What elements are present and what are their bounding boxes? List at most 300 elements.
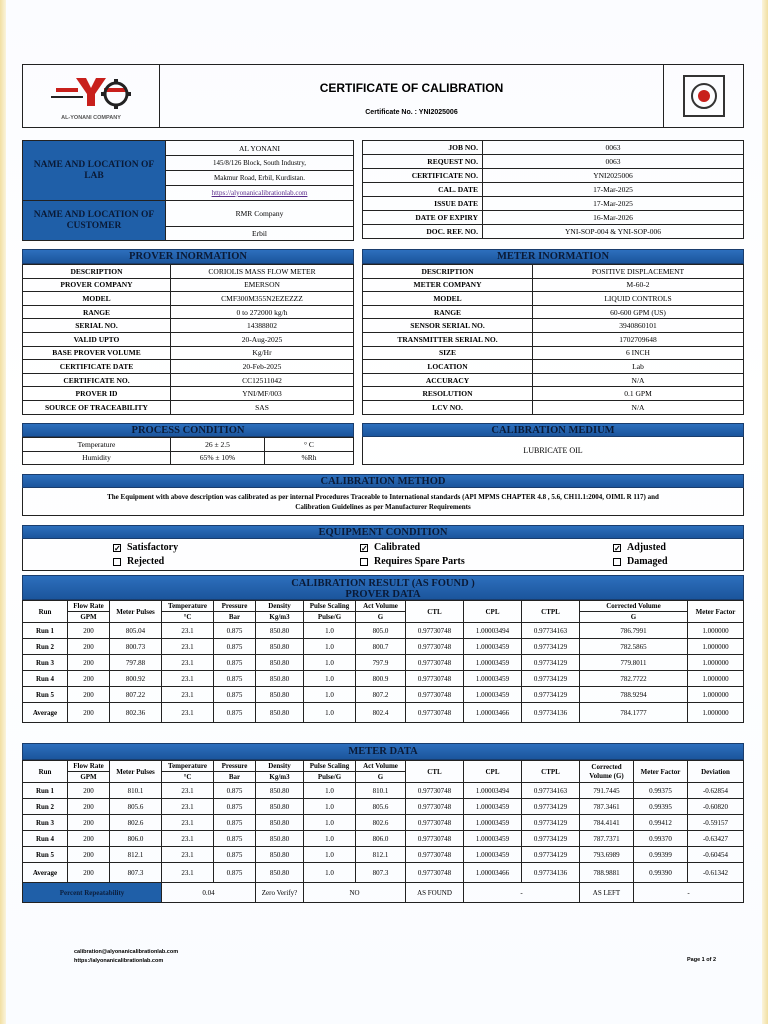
prover-data-pulses: 807.22 <box>110 687 162 703</box>
prover-data-ctpl: 0.97734129 <box>522 655 580 671</box>
calibration-result-title: CALIBRATION RESULT (AS FOUND ) <box>291 578 475 589</box>
prover-data-title <box>22 575 744 600</box>
meter-data-dev: -0.63427 <box>688 831 744 847</box>
meter-info-label: DESCRIPTION <box>363 265 533 279</box>
prover-data-press: 0.875 <box>214 703 256 723</box>
prover-data-ctl: 0.97730748 <box>406 623 464 639</box>
prover-data-press: 0.875 <box>214 655 256 671</box>
job-info-label: REQUEST NO. <box>363 155 483 169</box>
prover-data-run: Run 5 <box>23 687 68 703</box>
meter-info-value: 0.1 GPM <box>533 387 744 401</box>
check-spare-parts[interactable] <box>360 556 465 567</box>
accreditation-seal-block <box>663 65 743 127</box>
customer-name: RMR Company <box>166 201 354 227</box>
prover-data-pulses: 802.36 <box>110 703 162 723</box>
job-info-row <box>363 197 744 211</box>
prover-data-mf: 1.000000 <box>688 655 744 671</box>
meter-data-scal: 1.0 <box>304 831 356 847</box>
check-rejected[interactable] <box>113 556 164 567</box>
prover-data-row <box>23 623 744 639</box>
meter-info-label: SIZE <box>363 346 533 360</box>
checkbox-adjusted[interactable]: ✓ <box>614 543 621 553</box>
equipment-condition-checks <box>22 539 744 571</box>
meter-info-value: LIQUID CONTROLS <box>533 292 744 306</box>
process-condition-section <box>22 423 354 465</box>
prover-data-cpl: 1.00003466 <box>464 703 522 723</box>
meter-info-value: N/A <box>533 373 744 387</box>
prover-info-value: 20-Aug-2025 <box>171 332 354 346</box>
meter-info-row <box>363 387 744 401</box>
meter-data-ctl: 0.97730748 <box>406 815 464 831</box>
meter-info-title: METER INORMATION <box>362 249 744 264</box>
job-info-label: DOC. REF. NO. <box>363 225 483 239</box>
job-info-row <box>363 211 744 225</box>
prover-info-label: CERTIFICATE DATE <box>23 360 171 374</box>
prover-data-ctl: 0.97730748 <box>406 639 464 655</box>
meter-info-value: 6 INCH <box>533 346 744 360</box>
logo-caption: AL-YONANI COMPANY <box>61 114 121 121</box>
prover-info-row <box>23 319 354 333</box>
prover-data-cpl: 1.00003459 <box>464 671 522 687</box>
meter-data-flow: 200 <box>68 815 110 831</box>
mcol-ctl: CTL <box>406 761 464 783</box>
prover-data-ctl: 0.97730748 <box>406 687 464 703</box>
prover-info-label: DESCRIPTION <box>23 265 171 279</box>
meter-info-row <box>363 400 744 414</box>
prover-data-scal: 1.0 <box>304 671 356 687</box>
meter-info-row <box>363 305 744 319</box>
calibration-medium-title: CALIBRATION MEDIUM <box>362 423 744 437</box>
col-vol-unit: G <box>356 612 406 623</box>
lab-website-link[interactable]: https://alyonanicalibrationlab.com <box>166 186 354 201</box>
prover-data-mf: 1.000000 <box>688 703 744 723</box>
meter-info-label: RANGE <box>363 305 533 319</box>
process-condition-rows <box>23 438 354 465</box>
check-adjusted-label: Adjusted <box>627 542 666 553</box>
meter-data-press: 0.875 <box>214 847 256 863</box>
col-run: Run <box>23 601 68 623</box>
meter-data-ctl: 0.97730748 <box>406 799 464 815</box>
prover-data-scal: 1.0 <box>304 623 356 639</box>
check-calibrated[interactable] <box>360 542 420 553</box>
meter-info-value: N/A <box>533 400 744 414</box>
prover-info-label: SERIAL NO. <box>23 319 171 333</box>
mcol-cpl: CPL <box>464 761 522 783</box>
footer-url[interactable]: https://alyonanicalibrationlab.com <box>74 958 164 964</box>
meter-data-mf: 0.99370 <box>634 831 688 847</box>
prover-info-label: BASE PROVER VOLUME <box>23 346 171 360</box>
calibration-method-section <box>22 474 744 516</box>
prover-data-cpl: 1.00003459 <box>464 687 522 703</box>
mcol-pulses: Meter Pulses <box>110 761 162 783</box>
meter-data-table <box>22 760 744 903</box>
check-damaged-label: Damaged <box>627 556 668 567</box>
prover-info-value: SAS <box>171 400 354 414</box>
footer-email[interactable]: calibration@alyonanicalibrationlab.com <box>74 949 179 955</box>
meter-data-title: METER DATA <box>22 743 744 760</box>
job-info-label: CERTIFICATE NO. <box>363 169 483 183</box>
mcol-mf: Meter Factor <box>634 761 688 783</box>
meter-data-dens: 850.80 <box>256 863 304 883</box>
zero-verify-label: Zero Verify? <box>256 883 304 903</box>
meter-data-ctl: 0.97730748 <box>406 783 464 799</box>
meter-data-row <box>23 783 744 799</box>
prover-info-value: CC12511042 <box>171 373 354 387</box>
meter-data-row <box>23 847 744 863</box>
meter-info-label: ACCURACY <box>363 373 533 387</box>
meter-data-mf: 0.99412 <box>634 815 688 831</box>
prover-data-run: Average <box>23 703 68 723</box>
prover-info-label: RANGE <box>23 305 171 319</box>
mcol-ctpl: CTPL <box>522 761 580 783</box>
meter-data-run: Run 4 <box>23 831 68 847</box>
prover-info-value: Kg/Hr <box>171 346 354 360</box>
prover-data-row <box>23 639 744 655</box>
prover-data-temp: 23.1 <box>162 655 214 671</box>
prover-data-press: 0.875 <box>214 623 256 639</box>
process-condition-unit: %Rh <box>265 451 354 465</box>
prover-data-run: Run 4 <box>23 671 68 687</box>
lab-address-1: 145/8/126 Block, South Industry, <box>166 156 354 171</box>
equipment-condition-section <box>22 525 744 571</box>
prover-data-mf: 1.000000 <box>688 671 744 687</box>
prover-data-vol: 800.7 <box>356 639 406 655</box>
meter-info-label: LOCATION <box>363 360 533 374</box>
meter-data-vol: 812.1 <box>356 847 406 863</box>
meter-data-dev: -0.62854 <box>688 783 744 799</box>
col-corr: Corrected Volume <box>580 601 688 612</box>
mcol-scal-unit: Pulse/G <box>304 772 356 783</box>
calibration-medium-value: LUBRICATE OIL <box>362 437 744 465</box>
meter-info-value: 60-600 GPM (US) <box>533 305 744 319</box>
prover-data-rows <box>23 623 744 723</box>
check-satisfactory-label: Satisfactory <box>127 542 179 553</box>
mcol-run: Run <box>23 761 68 783</box>
meter-data-row <box>23 799 744 815</box>
meter-data-corr: 791.7445 <box>580 783 634 799</box>
meter-data-scal: 1.0 <box>304 783 356 799</box>
meter-data-cpl: 1.00003494 <box>464 783 522 799</box>
meter-info-row <box>363 278 744 292</box>
mcol-press-unit: Bar <box>214 772 256 783</box>
prover-info-value: CMF300M355N2EZEZZZ <box>171 292 354 306</box>
meter-data-corr: 788.9881 <box>580 863 634 883</box>
prover-data-row <box>23 703 744 723</box>
calibration-medium-section <box>362 423 744 465</box>
prover-info-title: PROVER INORMATION <box>22 249 354 264</box>
meter-data-dev: -0.60820 <box>688 799 744 815</box>
meter-data-mf: 0.99399 <box>634 847 688 863</box>
prover-data-row <box>23 655 744 671</box>
meter-data-scal: 1.0 <box>304 815 356 831</box>
prover-data-flow: 200 <box>68 639 110 655</box>
prover-info-row <box>23 278 354 292</box>
prover-info-row <box>23 292 354 306</box>
page-edge-right <box>762 0 768 1024</box>
checkbox-spare-parts[interactable] <box>360 558 368 566</box>
prover-data-ctl: 0.97730748 <box>406 671 464 687</box>
job-info-value: YNI-SOP-004 & YNI-SOP-006 <box>483 225 744 239</box>
meter-info-label: METER COMPANY <box>363 278 533 292</box>
prover-info-value: 0 to 272000 kg/h <box>171 305 354 319</box>
job-info-label: ISSUE DATE <box>363 197 483 211</box>
col-flow: Flow Rate <box>68 601 110 612</box>
mcol-temp-unit: °C <box>162 772 214 783</box>
prover-data-subtitle: PROVER DATA <box>345 589 421 600</box>
prover-data-run: Run 1 <box>23 623 68 639</box>
meter-data-flow: 200 <box>68 783 110 799</box>
prover-data-ctl: 0.97730748 <box>406 655 464 671</box>
meter-data-run: Run 5 <box>23 847 68 863</box>
prover-data-corr: 788.9294 <box>580 687 688 703</box>
check-calibrated-label: Calibrated <box>374 542 421 553</box>
meter-data-run: Average <box>23 863 68 883</box>
prover-data-pulses: 800.92 <box>110 671 162 687</box>
prover-data-temp: 23.1 <box>162 687 214 703</box>
prover-data-vol: 805.0 <box>356 623 406 639</box>
prover-data-flow: 200 <box>68 703 110 723</box>
meter-data-ctpl: 0.97734136 <box>522 863 580 883</box>
prover-data-dens: 850.80 <box>256 687 304 703</box>
meter-data-cpl: 1.00003459 <box>464 831 522 847</box>
col-ctl: CTL <box>406 601 464 623</box>
meter-data-vol: 806.0 <box>356 831 406 847</box>
col-pulses: Meter Pulses <box>110 601 162 623</box>
prover-data-corr: 786.7991 <box>580 623 688 639</box>
meter-info-row <box>363 265 744 279</box>
as-found-label: AS FOUND <box>406 883 464 903</box>
meter-info-row <box>363 360 744 374</box>
meter-data-corr: 787.7371 <box>580 831 634 847</box>
meter-data-dev: -0.61342 <box>688 863 744 883</box>
mcol-flow: Flow Rate <box>68 761 110 772</box>
prover-data-scal: 1.0 <box>304 687 356 703</box>
meter-data-pulses: 802.6 <box>110 815 162 831</box>
check-rejected-label: Rejected <box>127 556 165 567</box>
col-dens: Density <box>256 601 304 612</box>
meter-data-pulses: 807.3 <box>110 863 162 883</box>
mcol-scal: Pulse Scaling <box>304 761 356 772</box>
page-edge-left <box>0 0 6 1024</box>
meter-data-ctl: 0.97730748 <box>406 831 464 847</box>
mcol-dens-unit: Kg/m3 <box>256 772 304 783</box>
certificate-number-line: Certificate No. : YNI2025006 <box>365 108 458 116</box>
checkbox-rejected[interactable] <box>113 558 121 566</box>
process-condition-label: Humidity <box>23 451 171 465</box>
meter-data-dens: 850.80 <box>256 831 304 847</box>
mcol-corr: Corrected Volume (G) <box>580 761 634 783</box>
lab-address-2: Makmur Road, Erbil, Kurdistan. <box>166 171 354 186</box>
col-temp-unit: °C <box>162 612 214 623</box>
col-scal: Pulse Scaling <box>304 601 356 612</box>
meter-data-ctl: 0.97730748 <box>406 863 464 883</box>
process-condition-value: 26 ± 2.5 <box>171 438 265 452</box>
process-condition-unit: ° C <box>265 438 354 452</box>
prover-data-pulses: 797.88 <box>110 655 162 671</box>
mcol-vol-unit: G <box>356 772 406 783</box>
prover-data-run: Run 2 <box>23 639 68 655</box>
job-info-value: YNI2025006 <box>483 169 744 183</box>
prover-data-row <box>23 671 744 687</box>
meter-data-press: 0.875 <box>214 783 256 799</box>
meter-data-ctpl: 0.97734129 <box>522 799 580 815</box>
prover-info-row <box>23 387 354 401</box>
prover-info-row <box>23 346 354 360</box>
as-left-label: AS LEFT <box>580 883 634 903</box>
mcol-flow-unit: GPM <box>68 772 110 783</box>
lab-customer-block <box>22 140 354 241</box>
meter-data-mf: 0.99395 <box>634 799 688 815</box>
job-info-row <box>363 155 744 169</box>
meter-data-run: Run 2 <box>23 799 68 815</box>
company-logo <box>23 65 160 127</box>
prover-data-dens: 850.80 <box>256 623 304 639</box>
prover-info-row <box>23 265 354 279</box>
meter-info-row <box>363 373 744 387</box>
job-info-value: 17-Mar-2025 <box>483 197 744 211</box>
customer-location: Erbil <box>166 227 354 241</box>
prover-data-press: 0.875 <box>214 687 256 703</box>
meter-data-row <box>23 863 744 883</box>
meter-data-dens: 850.80 <box>256 815 304 831</box>
mcol-temp: Temperature <box>162 761 214 772</box>
meter-info-row <box>363 332 744 346</box>
prover-info-value: 14388802 <box>171 319 354 333</box>
checkbox-calibrated[interactable]: ✓ <box>361 543 368 553</box>
prover-info-row <box>23 332 354 346</box>
prover-info-row <box>23 400 354 414</box>
meter-data-cpl: 1.00003459 <box>464 799 522 815</box>
meter-data-row <box>23 831 744 847</box>
meter-info-value: Lab <box>533 360 744 374</box>
calibration-method-line-2: Calibration Guidelines as per Manufacturer Requirements <box>295 503 471 511</box>
prover-data-temp: 23.1 <box>162 671 214 687</box>
col-press: Pressure <box>214 601 256 612</box>
lab-label: NAME AND LOCATION OF LAB <box>23 141 166 201</box>
prover-data-ctl: 0.97730748 <box>406 703 464 723</box>
job-info-label: DATE OF EXPIRY <box>363 211 483 225</box>
check-satisfactory[interactable] <box>113 542 178 553</box>
meter-data-cpl: 1.00003466 <box>464 863 522 883</box>
job-info-row <box>363 141 744 155</box>
prover-data-pulses: 800.73 <box>110 639 162 655</box>
meter-data-run: Run 1 <box>23 783 68 799</box>
meter-data-flow: 200 <box>68 847 110 863</box>
meter-data-dens: 850.80 <box>256 799 304 815</box>
check-adjusted[interactable] <box>613 542 666 553</box>
meter-data-flow: 200 <box>68 799 110 815</box>
meter-data-temp: 23.1 <box>162 863 214 883</box>
meter-info-value: 1702709648 <box>533 332 744 346</box>
prover-info-value: YNI/MF/003 <box>171 387 354 401</box>
repeatability-value: 0.04 <box>162 883 256 903</box>
prover-data-table <box>22 600 744 723</box>
prover-data-ctpl: 0.97734136 <box>522 703 580 723</box>
meter-data-vol: 810.1 <box>356 783 406 799</box>
job-info-table <box>362 140 744 239</box>
meter-info-row <box>363 292 744 306</box>
mcol-dev: Deviation <box>688 761 744 783</box>
job-info-value: 16-Mar-2026 <box>483 211 744 225</box>
job-info-row <box>363 225 744 239</box>
col-corr-unit: G <box>580 612 688 623</box>
mcol-press: Pressure <box>214 761 256 772</box>
meter-info-value: POSITIVE DISPLACEMENT <box>533 265 744 279</box>
check-damaged[interactable] <box>613 556 668 567</box>
meter-data-ctpl: 0.97734129 <box>522 815 580 831</box>
meter-data-flow: 200 <box>68 863 110 883</box>
meter-data-row <box>23 815 744 831</box>
prover-data-mf: 1.000000 <box>688 639 744 655</box>
meter-data-press: 0.875 <box>214 799 256 815</box>
prover-data-dens: 850.80 <box>256 671 304 687</box>
job-info-label: JOB NO. <box>363 141 483 155</box>
meter-data-cpl: 1.00003459 <box>464 815 522 831</box>
prover-data-vol: 807.2 <box>356 687 406 703</box>
prover-data-cpl: 1.00003459 <box>464 639 522 655</box>
prover-data-section <box>22 575 744 723</box>
meter-info-value: 3940860101 <box>533 319 744 333</box>
prover-data-flow: 200 <box>68 687 110 703</box>
col-scal-unit: Pulse/G <box>304 612 356 623</box>
prover-data-ctpl: 0.97734163 <box>522 623 580 639</box>
prover-info-value: EMERSON <box>171 278 354 292</box>
prover-data-corr: 782.7722 <box>580 671 688 687</box>
meter-data-section <box>22 743 744 903</box>
process-condition-row <box>23 451 354 465</box>
meter-data-ctpl: 0.97734129 <box>522 831 580 847</box>
as-found-value: - <box>464 883 580 903</box>
checkbox-damaged[interactable] <box>613 558 621 566</box>
prover-data-temp: 23.1 <box>162 703 214 723</box>
meter-data-flow: 200 <box>68 831 110 847</box>
meter-info-label: RESOLUTION <box>363 387 533 401</box>
meter-data-vol: 805.6 <box>356 799 406 815</box>
prover-data-dens: 850.80 <box>256 655 304 671</box>
meter-data-press: 0.875 <box>214 863 256 883</box>
col-temp: Temperature <box>162 601 214 612</box>
prover-info-label: PROVER ID <box>23 387 171 401</box>
prover-info-label: SOURCE OF TRACEABILITY <box>23 400 171 414</box>
prover-info-value: 20-Feb-2025 <box>171 360 354 374</box>
check-spare-parts-label: Requires Spare Parts <box>374 556 465 567</box>
prover-data-scal: 1.0 <box>304 655 356 671</box>
prover-data-cpl: 1.00003494 <box>464 623 522 639</box>
prover-info-row <box>23 360 354 374</box>
meter-data-pulses: 805.6 <box>110 799 162 815</box>
col-mf: Meter Factor <box>688 601 744 623</box>
certificate-title: CERTIFICATE OF CALIBRATION <box>319 80 504 95</box>
calibration-method-title: CALIBRATION METHOD <box>22 474 744 488</box>
job-info-row <box>363 183 744 197</box>
prover-data-flow: 200 <box>68 655 110 671</box>
meter-data-run: Run 3 <box>23 815 68 831</box>
checkbox-satisfactory[interactable]: ✓ <box>114 543 121 553</box>
meter-info-section <box>362 249 744 415</box>
process-condition-title: PROCESS CONDITION <box>22 423 354 437</box>
prover-data-temp: 23.1 <box>162 639 214 655</box>
prover-info-row <box>23 373 354 387</box>
calibration-method-text <box>22 488 744 516</box>
meter-info-value: M-60-2 <box>533 278 744 292</box>
prover-data-row <box>23 687 744 703</box>
meter-info-row <box>363 319 744 333</box>
prover-info-label: PROVER COMPANY <box>23 278 171 292</box>
prover-info-value: CORIOLIS MASS FLOW METER <box>171 265 354 279</box>
process-condition-row <box>23 438 354 452</box>
col-flow-unit: GPM <box>68 612 110 623</box>
meter-data-pulses: 810.1 <box>110 783 162 799</box>
